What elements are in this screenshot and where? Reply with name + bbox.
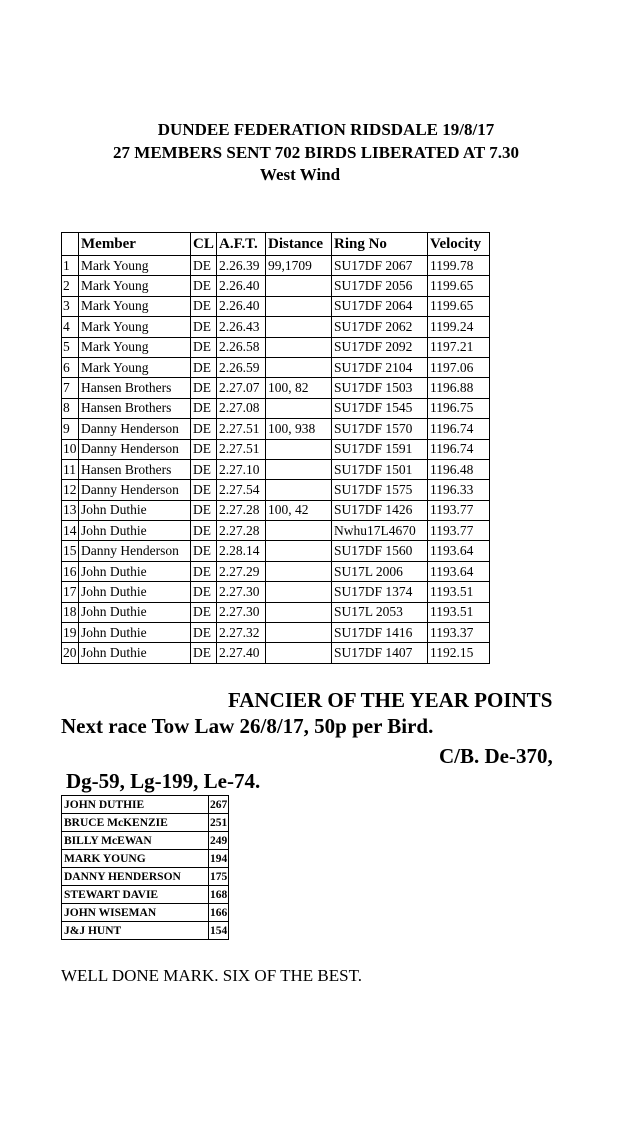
cell-ring-no: SU17DF 2092 [332,337,428,357]
cell-ring-no: SU17DF 1501 [332,459,428,479]
cell-ring-no: SU17DF 1575 [332,480,428,500]
cell-ring-no: SU17L 2006 [332,561,428,581]
cell-distance [266,602,332,622]
cell-distance [266,623,332,643]
results-table [61,232,490,664]
cell-distance [266,643,332,663]
cell-position: 18 [62,602,79,622]
points-row [62,796,229,814]
col-header-ring-no: Ring No [332,233,428,256]
cell-position: 8 [62,398,79,418]
cell-aft: 2.27.51 [217,439,266,459]
cell-member: Danny Henderson [79,480,191,500]
points-member-name: BRUCE McKENZIE [62,814,209,832]
cell-member: Mark Young [79,357,191,377]
table-row [62,296,490,316]
cell-position: 10 [62,439,79,459]
cell-ring-no: SU17DF 2056 [332,276,428,296]
cell-cl: DE [191,276,217,296]
cell-position: 17 [62,582,79,602]
cell-cl: DE [191,541,217,561]
cell-position: 15 [62,541,79,561]
table-row [62,582,490,602]
table-row [62,602,490,622]
results-header-row [62,233,490,256]
cell-velocity: 1193.51 [428,602,490,622]
cell-ring-no: SU17DF 2064 [332,296,428,316]
table-row [62,337,490,357]
cell-distance: 100, 42 [266,500,332,520]
cell-member: Mark Young [79,276,191,296]
table-row [62,256,490,276]
cell-cl: DE [191,500,217,520]
cell-velocity: 1196.48 [428,459,490,479]
points-member-name: MARK YOUNG [62,850,209,868]
cell-member: Mark Young [79,256,191,276]
cell-position: 2 [62,276,79,296]
cell-member: John Duthie [79,623,191,643]
cell-cl: DE [191,623,217,643]
cell-distance [266,582,332,602]
cell-member: John Duthie [79,561,191,581]
table-row [62,276,490,296]
cell-member: Danny Henderson [79,419,191,439]
cell-member: Hansen Brothers [79,398,191,418]
cell-velocity: 1197.21 [428,337,490,357]
cell-velocity: 1193.64 [428,561,490,581]
footer-note: WELL DONE MARK. SIX OF THE BEST. [61,966,362,985]
cell-position: 19 [62,623,79,643]
cell-distance [266,276,332,296]
cell-distance: 100, 82 [266,378,332,398]
points-value: 249 [209,832,229,850]
table-row [62,357,490,377]
col-header-aft: A.F.T. [217,233,266,256]
cell-member: John Duthie [79,582,191,602]
points-row [62,814,229,832]
cell-distance [266,398,332,418]
points-value: 168 [209,886,229,904]
cell-cl: DE [191,582,217,602]
report-title: DUNDEE FEDERATION RIDSDALE 19/8/17 [157,120,495,139]
table-row [62,623,490,643]
cell-position: 14 [62,521,79,541]
report-subtitle: 27 MEMBERS SENT 702 BIRDS LIBERATED AT 7.30 [113,143,519,162]
table-row [62,541,490,561]
cell-cl: DE [191,357,217,377]
cell-distance [266,317,332,337]
cell-aft: 2.26.40 [217,276,266,296]
table-row [62,459,490,479]
cell-cl: DE [191,643,217,663]
cell-velocity: 1199.65 [428,296,490,316]
cell-ring-no: SU17L 2053 [332,602,428,622]
cell-distance: 99,1709 [266,256,332,276]
cell-distance [266,357,332,377]
cell-velocity: 1193.37 [428,623,490,643]
cell-aft: 2.27.54 [217,480,266,500]
cell-ring-no: Nwhu17L4670 [332,521,428,541]
cell-ring-no: SU17DF 2067 [332,256,428,276]
cell-distance [266,521,332,541]
cell-velocity: 1199.24 [428,317,490,337]
cell-distance [266,459,332,479]
cell-velocity: 1196.88 [428,378,490,398]
cell-aft: 2.26.43 [217,317,266,337]
cell-position: 16 [62,561,79,581]
cell-cl: DE [191,296,217,316]
cell-velocity: 1196.33 [428,480,490,500]
points-member-name: JOHN WISEMAN [62,904,209,922]
points-value: 154 [209,922,229,940]
cell-member: Danny Henderson [79,439,191,459]
cell-member: Hansen Brothers [79,378,191,398]
cell-aft: 2.27.28 [217,500,266,520]
cell-position: 4 [62,317,79,337]
cell-position: 13 [62,500,79,520]
points-value: 267 [209,796,229,814]
cell-velocity: 1193.64 [428,541,490,561]
cell-member: Mark Young [79,337,191,357]
points-member-name: BILLY McEWAN [62,832,209,850]
cell-cl: DE [191,480,217,500]
cell-ring-no: SU17DF 1545 [332,398,428,418]
cell-aft: 2.28.14 [217,541,266,561]
points-row [62,868,229,886]
table-row [62,317,490,337]
cell-member: Mark Young [79,317,191,337]
wind-note: West Wind [259,165,341,184]
cell-ring-no: SU17DF 2104 [332,357,428,377]
points-row [62,922,229,940]
cell-aft: 2.26.59 [217,357,266,377]
cell-ring-no: SU17DF 1570 [332,419,428,439]
cell-cl: DE [191,561,217,581]
cb-line: C/B. De-370, [439,744,553,768]
cell-cl: DE [191,398,217,418]
points-row [62,832,229,850]
cell-distance [266,561,332,581]
cell-cl: DE [191,378,217,398]
cell-distance [266,541,332,561]
cell-ring-no: SU17DF 1560 [332,541,428,561]
table-row [62,419,490,439]
points-member-name: J&J HUNT [62,922,209,940]
cell-velocity: 1196.75 [428,398,490,418]
cell-ring-no: SU17DF 2062 [332,317,428,337]
cell-aft: 2.26.40 [217,296,266,316]
cell-cl: DE [191,256,217,276]
cell-ring-no: SU17DF 1503 [332,378,428,398]
cell-distance [266,337,332,357]
cell-velocity: 1196.74 [428,439,490,459]
points-row [62,904,229,922]
cell-position: 1 [62,256,79,276]
cell-position: 11 [62,459,79,479]
cell-cl: DE [191,439,217,459]
cell-aft: 2.27.28 [217,521,266,541]
cell-distance [266,439,332,459]
cell-position: 20 [62,643,79,663]
table-row [62,561,490,581]
cell-distance [266,296,332,316]
cell-ring-no: SU17DF 1374 [332,582,428,602]
cell-ring-no: SU17DF 1591 [332,439,428,459]
cell-velocity: 1193.51 [428,582,490,602]
cell-member: Hansen Brothers [79,459,191,479]
cell-velocity: 1193.77 [428,521,490,541]
col-header-distance: Distance [266,233,332,256]
cell-aft: 2.26.39 [217,256,266,276]
cell-position: 9 [62,419,79,439]
cell-cl: DE [191,602,217,622]
cell-aft: 2.27.40 [217,643,266,663]
cell-position: 3 [62,296,79,316]
cell-aft: 2.27.32 [217,623,266,643]
points-member-name: DANNY HENDERSON [62,868,209,886]
cell-cl: DE [191,459,217,479]
next-race-note: Next race Tow Law 26/8/17, 50p per Bird. [61,714,434,738]
points-row [62,886,229,904]
points-table [61,795,229,940]
cell-velocity: 1199.65 [428,276,490,296]
fancier-heading: FANCIER OF THE YEAR POINTS [228,688,553,712]
cell-velocity: 1197.06 [428,357,490,377]
col-header-cl: CL [191,233,217,256]
cell-aft: 2.27.10 [217,459,266,479]
col-header-position [62,233,79,256]
cell-velocity: 1199.78 [428,256,490,276]
cell-ring-no: SU17DF 1426 [332,500,428,520]
cell-cl: DE [191,419,217,439]
cell-position: 12 [62,480,79,500]
cell-member: John Duthie [79,643,191,663]
cell-aft: 2.27.29 [217,561,266,581]
cell-aft: 2.27.30 [217,602,266,622]
points-value: 194 [209,850,229,868]
points-value: 166 [209,904,229,922]
cell-member: John Duthie [79,521,191,541]
cell-position: 5 [62,337,79,357]
cell-distance [266,480,332,500]
cell-aft: 2.27.30 [217,582,266,602]
cell-member: John Duthie [79,602,191,622]
table-row [62,398,490,418]
table-row [62,480,490,500]
table-row [62,521,490,541]
cell-velocity: 1196.74 [428,419,490,439]
points-value: 251 [209,814,229,832]
cell-member: Mark Young [79,296,191,316]
cell-position: 6 [62,357,79,377]
points-member-name: JOHN DUTHIE [62,796,209,814]
col-header-member: Member [79,233,191,256]
cell-member: John Duthie [79,500,191,520]
cell-aft: 2.27.51 [217,419,266,439]
col-header-velocity: Velocity [428,233,490,256]
cell-distance: 100, 938 [266,419,332,439]
cell-cl: DE [191,317,217,337]
cell-ring-no: SU17DF 1407 [332,643,428,663]
cell-aft: 2.26.58 [217,337,266,357]
cell-velocity: 1193.77 [428,500,490,520]
table-row [62,378,490,398]
points-row [62,850,229,868]
points-member-name: STEWART DAVIE [62,886,209,904]
table-row [62,500,490,520]
dg-line: Dg-59, Lg-199, Le-74. [66,769,261,793]
cell-member: Danny Henderson [79,541,191,561]
cell-position: 7 [62,378,79,398]
cell-ring-no: SU17DF 1416 [332,623,428,643]
points-value: 175 [209,868,229,886]
table-row [62,439,490,459]
cell-velocity: 1192.15 [428,643,490,663]
cell-cl: DE [191,337,217,357]
cell-aft: 2.27.07 [217,378,266,398]
table-row [62,643,490,663]
cell-cl: DE [191,521,217,541]
cell-aft: 2.27.08 [217,398,266,418]
